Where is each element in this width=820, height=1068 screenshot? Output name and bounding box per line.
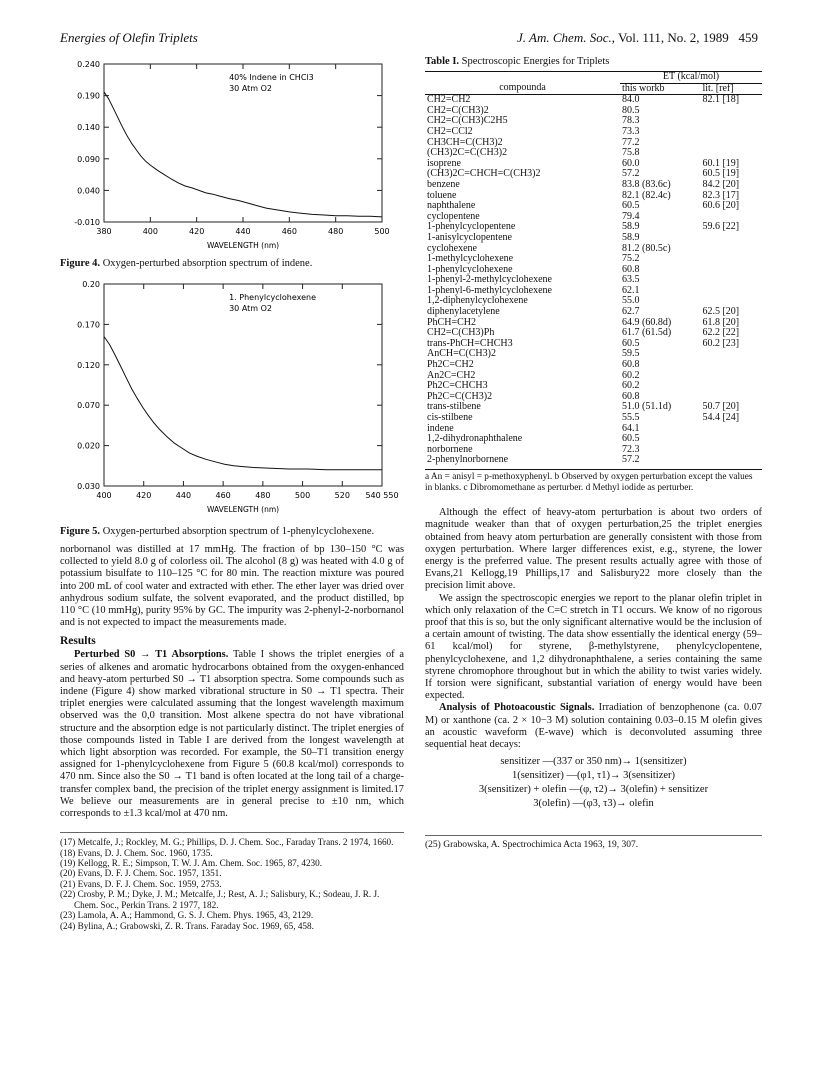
cell-lit	[700, 424, 762, 435]
cell-lit	[700, 138, 762, 149]
cell-compound: diphenylacetylene	[427, 306, 500, 318]
col-this-work: this workb	[622, 82, 665, 94]
cell-lit	[700, 275, 762, 286]
figure-5-text: Oxygen-perturbed absorption spectrum of 1-phenylcyclohexene.	[102, 526, 375, 537]
x-tick-label: 500	[374, 227, 390, 236]
results-heading: Results	[60, 635, 96, 648]
x-tick-label: 380	[96, 227, 112, 236]
annotation-text: 30 Atm O2	[229, 304, 273, 313]
cell-lit	[700, 244, 762, 255]
cell-this-work: 60.0	[622, 157, 640, 169]
cell-lit	[700, 434, 762, 445]
reaction-scheme	[425, 755, 762, 811]
reference-item: (18) Evans, D. J. Chem. Soc. 1960, 1735.	[60, 847, 213, 858]
reference-item: (19) Kellogg, R. E.; Simpson, T. W. J. Am. Chem. Soc. 1965, 87, 4230.	[60, 858, 323, 869]
cell-this-work: 63.5	[622, 274, 640, 286]
spectrum-line	[104, 92, 382, 217]
cell-compound: cyclohexene	[427, 242, 477, 254]
table-group-header: ET (kcal/mol)	[620, 72, 762, 84]
y-tick-label: 0.20	[82, 280, 100, 289]
plot-frame	[104, 284, 382, 486]
cell-this-work: 60.2	[622, 369, 640, 381]
y-tick-label: 0.140	[77, 123, 100, 133]
spectrum-line	[104, 337, 382, 470]
y-tick-label: 0.030	[77, 482, 100, 491]
x-tick-label: 440	[175, 491, 192, 500]
paragraph-photoacoustic	[425, 702, 762, 751]
cell-lit	[700, 116, 762, 127]
annotation-text: 1. Phenylcyclohexene	[229, 293, 317, 302]
annotation-text: 40% Indene in CHCl3	[229, 73, 314, 82]
cell-compound: (CH3)2C=C(CH3)2	[427, 147, 508, 159]
cell-this-work: 59.5	[622, 348, 640, 360]
cell-compound: Ph2C=C(CH3)2	[427, 390, 493, 402]
x-axis-label: WAVELENGTH (nm)	[206, 241, 280, 250]
cell-this-work: 51.0 (51.1d)	[622, 401, 672, 413]
cell-lit: 61.8 [20]	[702, 316, 740, 328]
page-number: 459	[738, 30, 758, 45]
cell-compound: 1-anisylcyclopentene	[427, 231, 512, 243]
cell-this-work: 75.2	[622, 253, 640, 265]
cell-lit	[700, 455, 762, 466]
cell-lit	[700, 445, 762, 456]
y-tick-label: 0.020	[77, 441, 100, 451]
table-1	[425, 71, 762, 466]
cell-compound: norbornene	[427, 443, 473, 455]
cell-this-work: 61.7 (61.5d)	[622, 327, 672, 339]
cell-this-work: 55.5	[622, 412, 640, 423]
col-compound: compounda	[499, 82, 546, 94]
cell-compound: CH2=C(CH3)Ph	[427, 327, 495, 339]
cell-compound: CH2=C(CH3)2	[427, 104, 489, 116]
figure-4-caption	[60, 258, 404, 270]
cell-this-work: 60.8	[622, 359, 640, 371]
cell-this-work: 58.9	[622, 221, 640, 233]
cell-compound: indene	[427, 422, 454, 434]
cell-lit: 60.1 [19]	[702, 157, 740, 169]
cell-lit: 62.2 [22]	[702, 327, 740, 339]
cell-compound: cyclopentene	[427, 210, 480, 222]
right-column	[425, 56, 762, 850]
cell-compound: (CH3)2C=CHCH=C(CH3)2	[427, 168, 541, 180]
table-row	[425, 180, 762, 191]
x-tick-label: 520	[334, 491, 350, 500]
y-tick-label: 0.090	[77, 154, 100, 164]
cell-this-work: 55.0	[622, 295, 640, 307]
cell-lit: 60.6 [20]	[702, 200, 740, 212]
table-row	[425, 455, 762, 466]
col-lit: lit. [ref]	[702, 82, 734, 94]
cell-lit: 84.2 [20]	[702, 178, 740, 190]
cell-this-work: 77.2	[622, 136, 640, 148]
cell-lit: 62.5 [20]	[702, 306, 740, 318]
cell-compound: 1,2-diphenylcyclohexene	[427, 295, 528, 307]
cell-compound: toluene	[427, 189, 457, 201]
reference-item: (21) Evans, D. F. J. Chem. Soc. 1959, 2753.	[60, 878, 222, 889]
subheading-photoacoustic: Analysis of Photoacoustic Signals.	[439, 702, 595, 714]
reference-item: (22) Crosby, P. M.; Dyke, J. M.; Metcalfe, J.; Rest, A. J.; Salisbury, K.; Sodeau, J. R. J. Chem. Soc., Perkin Trans. 2 1977, 182.	[60, 889, 380, 910]
figure-5-caption	[60, 526, 404, 538]
cell-compound: benzene	[427, 178, 460, 190]
running-head-title: Energies of Olefin Triplets	[60, 30, 198, 45]
y-tick-label: -0.010	[74, 218, 100, 227]
cell-lit: 60.5 [19]	[702, 168, 740, 180]
x-tick-label: 500	[294, 491, 311, 500]
cell-lit: 82.1 [18]	[702, 94, 740, 106]
cell-compound: PhCH=CH2	[427, 316, 476, 328]
cell-compound: naphthalene	[427, 200, 476, 212]
table-1-title	[425, 56, 762, 67]
cell-this-work: 60.5	[622, 337, 640, 349]
cell-lit: 82.3 [17]	[702, 189, 740, 201]
cell-lit	[700, 233, 762, 244]
x-tick-label: 440	[235, 227, 251, 236]
cell-compound: An2C=CH2	[427, 369, 476, 381]
photoacoustic-text: Irradiation of benzophenone (ca. 0.07 M) or xanthone (ca. 2 × 10−3 M) solution containing 0.03–0.15 M olefin gives an acoustic waveform (E-wave) which is deconvoluted assuming three sequential heat decays:	[425, 702, 762, 751]
paragraph-planar-triplet: We assign the spectroscopic energies we report to the planar olefin triplet in which only relaxation of the C=C stretch in T1 occurs. We know of no rigorous proof that this is so, but the only significant alternative would be the inclusion of a certain amount of twisting. The data show essentially the identical energy (59–61 kcal/mol) for styrene, β-methylstyrene, phenylcyclopentene, phenylcyclohexene, and 1,2 dihydronaphthalene, a series containing the same styrene chromophore throughout but in which the ability to twist varies widely. If torsion were significant, substantial variation of energy would have been expected.	[425, 592, 762, 702]
reference-item: (17) Metcalfe, J.; Rockley, M. G.; Phillips, D. J. Chem. Soc., Faraday Trans. 2 1974, 1660.	[60, 837, 394, 848]
cell-compound: CH2=CCl2	[427, 125, 473, 137]
x-tick-label: 540 550	[365, 491, 399, 500]
paragraph-norbornanol: norbornanol was distilled at 17 mmHg. The fraction of bp 130–150 °C was collected to yield 8.0 g of colorless oil. The alcohol (8 g) was heated with 4.0 g of potassium bisulfate to 110–125 °C for 80 min. The reaction mixture was poured into 200 mL of cool water and extracted with ether. The ether layer was dried over anhydrous sodium sulfate, the solvent evaporated, and the product distilled, bp 110 °C (10 mmHg), purity 95% by GC. The impurity was 2-phenyl-2-norbornanol and is not expected to impact the measurements made.	[60, 544, 404, 629]
cell-compound: 1-phenylcyclohexene	[427, 263, 513, 275]
cell-this-work: 83.8 (83.6c)	[622, 178, 671, 190]
cell-compound: Ph2C=CH2	[427, 359, 474, 371]
table-1-label: Table I.	[425, 56, 460, 67]
reference-25: (25) Grabowska, A. Spectrochimica Acta 1963, 19, 307.	[425, 835, 762, 850]
table-row	[425, 233, 762, 244]
cell-this-work: 62.7	[622, 306, 640, 318]
cell-this-work: 60.8	[622, 390, 640, 402]
figure-4	[60, 56, 404, 256]
x-tick-label: 480	[328, 227, 344, 236]
journal-name: J. Am. Chem. Soc.	[517, 30, 612, 45]
cell-lit	[700, 286, 762, 297]
cell-lit	[700, 265, 762, 276]
cell-lit	[700, 254, 762, 265]
reference-item: (23) Lamola, A. A.; Hammond, G. S. J. Chem. Phys. 1965, 43, 2129.	[60, 910, 314, 921]
x-tick-label: 400	[96, 491, 112, 500]
table-1-footnote: a An = anisyl = p-methoxyphenyl. b Observed by oxygen perturbation except the values in blanks. c Dibromomethane as perturber. d Methyl iodide as perturber.	[425, 469, 762, 493]
table-row	[425, 413, 762, 424]
y-tick-label: 0.170	[77, 320, 100, 330]
x-tick-label: 480	[255, 491, 271, 500]
cell-compound: cis-stilbene	[427, 412, 473, 423]
cell-compound: 1-phenyl-2-methylcyclohexene	[427, 274, 552, 286]
cell-this-work: 58.9	[622, 231, 640, 243]
cell-compound: trans-stilbene	[427, 401, 481, 413]
table-1-text: Spectroscopic Energies for Triplets	[461, 56, 610, 67]
cell-this-work: 80.5	[622, 104, 640, 116]
cell-this-work: 75.8	[622, 147, 640, 159]
cell-this-work: 62.1	[622, 284, 640, 296]
perturbed-text: Table I shows the triplet energies of a series of alkenes and aromatic hydrocarbons obtained from the oxygen-enhanced and heavy-atom perturbed S0 → T1 absorption spectra. Some compounds such as indene (Figure 4) show marked vibrational structure in S0 → T1 spectra. Their triplet energies were calculated assuming that the longest wavelength maximum observed was the 0,0 transition. Most alkene spectra do not have vibrational structure and the absorption edge is not particularly distinct. The triplet energies of those compounds listed in Table I are derived from the longest wavelength at which light absorption was recorded. For example, the S0–T1 transition energy assigned for 1-phenylcyclohexene from Figure 5 (60.8 kcal/mol) corresponds to 470 nm. Since also the S0 → T1 band is often located at the long tail of a charge-transfer complex band, the precision of the triplet energy assignment is limited.17 We believe our measurements are in general precise to ±10 nm, which corresponds to ±1.3 kcal/mol at 470 nm.	[60, 649, 404, 820]
references-left	[60, 832, 404, 931]
cell-lit: 54.4 [24]	[702, 412, 740, 423]
scheme-line-4: 3(olefin) —(φ3, τ3)→ olefin	[533, 798, 654, 810]
cell-compound: CH2=CH2	[427, 94, 471, 106]
cell-compound: 1-phenylcyclopentene	[427, 221, 516, 233]
subheading-perturbed: Perturbed S0 → T1 Absorptions.	[74, 649, 229, 661]
cell-this-work: 84.0	[622, 94, 640, 106]
cell-lit: 50.7 [20]	[702, 401, 740, 413]
running-head-journal: J. Am. Chem. Soc., Vol. 111, No. 2, 1989 459	[517, 30, 758, 45]
y-tick-label: 0.040	[77, 186, 100, 196]
x-axis-label: WAVELENGTH (nm)	[206, 505, 280, 514]
cell-this-work: 60.5	[622, 433, 640, 445]
cell-compound: 1-phenyl-6-methylcyclohexene	[427, 284, 552, 296]
table-row	[425, 127, 762, 138]
scheme-line-2: 1(sensitizer) —(φ1, τ1)→ 3(sensitizer)	[511, 770, 676, 782]
paragraph-heavy-atom: Although the effect of heavy-atom perturbation is about two orders of magnitude weaker than that of oxygen perturbation,25 the triplet energies obtained from heavy atom perturbation are generally consistent with those from oxygen perturbation. Where larger differences exist, e.g., styrene, the lower energy is the preferred value. The present results actually agree with those of Evans,21 Kellogg,19 Phillips,17 and Salisbury22 more closely than the precision limit above.	[425, 507, 762, 592]
x-tick-label: 460	[281, 227, 297, 236]
cell-lit	[700, 349, 762, 360]
y-tick-label: 0.240	[77, 60, 100, 69]
cell-this-work: 81.2 (80.5c)	[622, 242, 671, 254]
cell-this-work: 57.2	[622, 168, 640, 180]
reference-item: (24) Bylina, A.; Grabowski, Z. R. Trans. Faraday Soc. 1969, 65, 458.	[60, 920, 314, 931]
figure-4-chart	[60, 56, 404, 256]
cell-this-work: 60.2	[622, 380, 640, 392]
table-row	[425, 116, 762, 127]
cell-lit	[700, 127, 762, 138]
cell-compound: 1,2-dihydronaphthalene	[427, 433, 523, 445]
cell-this-work: 82.1 (82.4c)	[622, 189, 671, 201]
cell-this-work: 60.8	[622, 263, 640, 275]
left-column	[60, 56, 404, 931]
cell-lit	[700, 106, 762, 117]
scheme-line-1: sensitizer —(337 or 350 nm)→ 1(sensitizer)	[500, 756, 687, 768]
y-tick-label: 0.070	[77, 401, 100, 411]
x-tick-label: 400	[142, 227, 158, 236]
cell-compound: AnCH=C(CH3)2	[427, 348, 496, 360]
cell-lit	[700, 360, 762, 371]
table-row	[425, 434, 762, 445]
cell-lit: 59.6 [22]	[702, 221, 740, 233]
cell-compound: CH3CH=C(CH3)2	[427, 136, 503, 148]
y-tick-label: 0.190	[77, 91, 100, 101]
x-tick-label: 420	[189, 227, 205, 236]
figure-5-chart	[60, 276, 404, 524]
paragraph-perturbed-absorptions	[60, 649, 404, 820]
reference-item: (20) Evans, D. F. J. Chem. Soc. 1957, 1351.	[60, 868, 222, 879]
cell-this-work: 79.4	[622, 210, 640, 222]
annotation-text: 30 Atm O2	[229, 84, 273, 93]
x-tick-label: 420	[136, 491, 152, 500]
cell-compound: 1-methylcyclohexene	[427, 253, 514, 265]
x-tick-label: 460	[215, 491, 231, 500]
figure-4-label: Figure 4.	[60, 258, 101, 269]
cell-lit	[700, 381, 762, 392]
scheme-line-3: 3(sensitizer) + olefin —(φ, τ2)→ 3(olefin) + sensitizer	[478, 784, 709, 796]
table-row	[425, 349, 762, 360]
cell-this-work: 78.3	[622, 115, 640, 127]
cell-this-work: 64.9 (60.8d)	[622, 316, 672, 328]
journal-volume: Vol. 111, No. 2, 1989	[618, 30, 729, 45]
cell-this-work: 57.2	[622, 454, 640, 466]
cell-this-work: 73.3	[622, 125, 640, 137]
figure-4-text: Oxygen-perturbed absorption spectrum of indene.	[102, 258, 313, 269]
cell-lit: 60.2 [23]	[702, 337, 740, 349]
figure-5	[60, 276, 404, 524]
cell-compound: CH2=C(CH3)C2H5	[427, 115, 508, 127]
table-row	[425, 360, 762, 371]
cell-compound: 2-phenylnorbornene	[427, 454, 509, 466]
cell-compound: trans-PhCH=CHCH3	[427, 337, 513, 349]
cell-compound: Ph2C=CHCH3	[427, 380, 488, 392]
cell-compound: isoprene	[427, 157, 461, 169]
cell-lit	[700, 371, 762, 382]
y-tick-label: 0.120	[77, 360, 100, 370]
cell-this-work: 72.3	[622, 443, 640, 455]
cell-this-work: 64.1	[622, 422, 640, 434]
cell-this-work: 60.5	[622, 200, 640, 212]
figure-5-label: Figure 5.	[60, 526, 101, 537]
